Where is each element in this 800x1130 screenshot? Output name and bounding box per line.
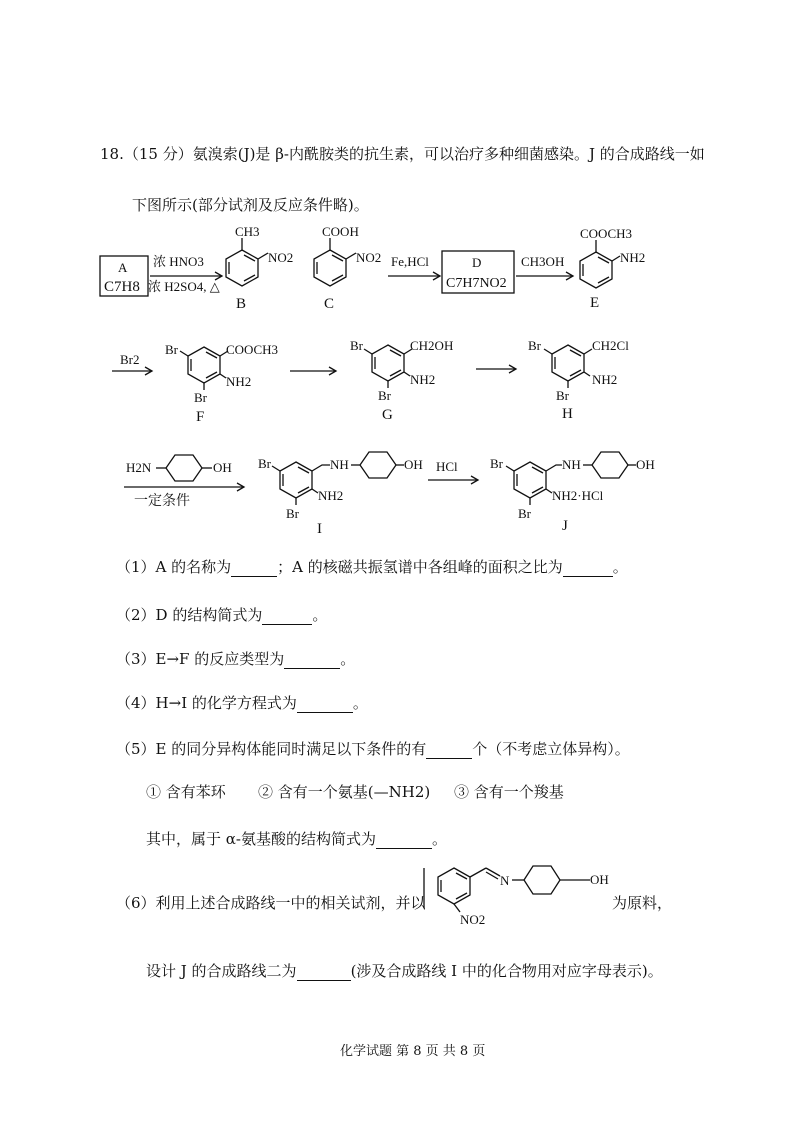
q5-condition-3: ③ 含有一个羧基 [454, 783, 564, 801]
q6-cyclohexane-ring [524, 866, 560, 894]
question-intro-1: 氨溴索(J)是 β-内酰胺类的抗生素，可以治疗多种细菌感染。J 的合成路线一如 [192, 145, 705, 163]
G-Br-bottom: Br [378, 388, 391, 403]
G-CH2OH: CH2OH [410, 338, 454, 353]
q6-line2-text-a: 设计 J 的合成路线二为 [146, 962, 297, 980]
I-NH2: NH2 [318, 488, 344, 503]
G-label: G [382, 407, 393, 423]
I-label: I [317, 521, 322, 537]
I-OH: OH [404, 457, 423, 472]
C-label: C [324, 296, 335, 312]
q6-NO2: NO2 [460, 912, 486, 927]
A-formula: C7H8 [104, 279, 140, 295]
q5-condition-2: ② 含有一个氨基(—NH2) [258, 783, 431, 801]
G-Br-top: Br [350, 338, 363, 353]
step1-bottom: 浓 H2SO4, △ [148, 279, 220, 294]
reagent-OH: OH [213, 460, 232, 475]
J-Br-bottom: Br [518, 506, 531, 521]
F-COOCH3: COOCH3 [226, 342, 279, 357]
J-NH2HCl: NH2·HCl [552, 488, 604, 503]
D-label: D [472, 255, 482, 270]
G-NH2: NH2 [410, 372, 436, 387]
step1-top: 浓 HNO3 [153, 254, 204, 269]
F-NH2: NH2 [226, 374, 252, 389]
step5-top: Br2 [120, 352, 140, 367]
A-label: A [118, 260, 128, 275]
C-NO2: NO2 [356, 250, 382, 265]
page-footer: 化学试题 第 8 页 共 8 页 [340, 1044, 486, 1059]
E-label: E [590, 295, 600, 311]
q6-text-a: （6）利用上述合成路线一中的相关试剂，并以 [116, 894, 426, 912]
q2-text: （2）D 的结构简式为 [116, 606, 263, 624]
question-intro-2: 下图所示(部分试剂及反应条件略)。 [132, 196, 369, 214]
E-NH2: NH2 [620, 250, 646, 265]
reagent-H2N: H2N [126, 460, 152, 475]
E-COOCH3: COOCH3 [580, 226, 633, 241]
D-formula: C7H7NO2 [446, 276, 507, 291]
J-NH: NH [562, 457, 581, 472]
H-CH2Cl: CH2Cl [592, 338, 629, 353]
q5-text-a: （5）E 的同分异构体能同时满足以下条件的有 [116, 740, 427, 758]
B-CH3: CH3 [235, 224, 260, 239]
C-COOH: COOH [322, 224, 359, 239]
q1-end: 。 [612, 558, 628, 576]
F-label: F [196, 409, 205, 425]
q6-blank[interactable] [297, 962, 351, 981]
J-Br-top: Br [490, 456, 503, 471]
J-OH: OH [636, 457, 655, 472]
q6-line2-text-b: (涉及合成路线 I 中的化合物用对应字母表示)。 [350, 962, 663, 980]
q6-text-b: 为原料， [612, 894, 673, 912]
q6-N: N [500, 873, 510, 888]
F-Br-bottom: Br [194, 390, 207, 405]
q6-OH: OH [590, 872, 609, 887]
q5-condition-1: ① 含有苯环 [146, 783, 226, 801]
q6-line2 [146, 960, 663, 981]
step4-top: CH3OH [521, 254, 565, 269]
q3-end: 。 [340, 650, 356, 668]
step9-top: HCl [436, 459, 458, 474]
step8-bottom: 一定条件 [134, 494, 190, 509]
q6-benzene-ring [438, 868, 470, 904]
B-NO2: NO2 [268, 250, 294, 265]
I-Br-top: Br [258, 456, 271, 471]
I-Br-bottom: Br [286, 506, 299, 521]
H-Br-top: Br [528, 338, 541, 353]
I-NH: NH [330, 457, 349, 472]
q5-sub-text: 其中，属于 α-氨基酸的结构简式为 [146, 830, 376, 848]
q4-text: （4）H→I 的化学方程式为 [116, 694, 297, 712]
H-NH2: NH2 [592, 372, 618, 387]
J-label: J [562, 518, 568, 534]
q4-end: 。 [352, 694, 368, 712]
q1-text-b: ；A 的核磁共振氢谱中各组峰的面积之比为 [277, 558, 563, 576]
step3-top: Fe,HCl [391, 254, 429, 269]
q3-text: （3）E→F 的反应类型为 [116, 650, 285, 668]
H-label: H [562, 406, 573, 422]
q5-sub-end: 。 [431, 830, 447, 848]
question-number: 18.（15 分） [100, 145, 193, 163]
q5-text-b: 个（不考虑立体异构）。 [472, 740, 630, 758]
B-label: B [236, 296, 247, 312]
F-Br-top: Br [165, 342, 178, 357]
H-Br-bottom: Br [556, 388, 569, 403]
q1-text-a: （1）A 的名称为 [116, 558, 232, 576]
q2-end: 。 [312, 606, 328, 624]
